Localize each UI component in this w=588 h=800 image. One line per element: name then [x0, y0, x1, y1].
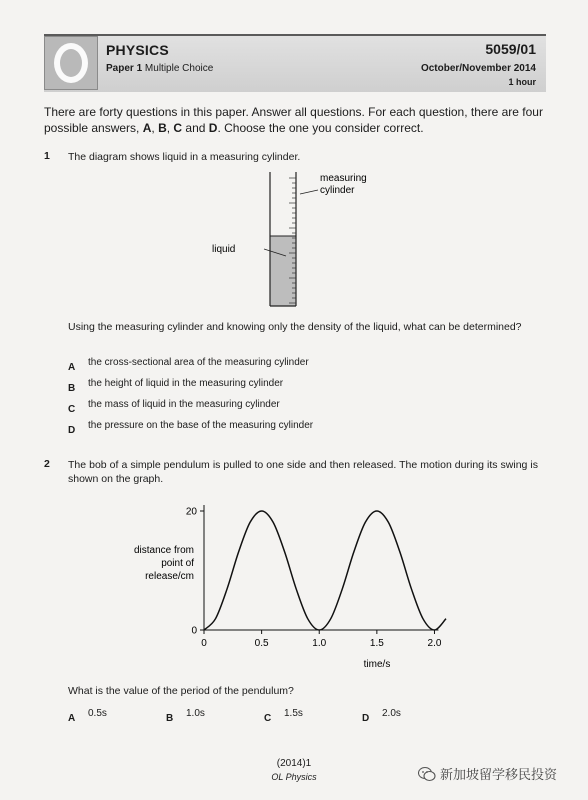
intro-letter-a: A	[142, 121, 152, 135]
pendulum-graph	[120, 495, 460, 675]
cylinder-label-line1: measuring	[320, 173, 367, 184]
x-axis-label: time/s	[363, 659, 391, 670]
question-1-prompt: Using the measuring cylinder and knowing only the density of the liquid, what can be determined?	[68, 321, 522, 333]
option-letter: C	[68, 404, 76, 415]
option-letter: C	[264, 713, 272, 724]
page-footer-subject: OL Physics	[271, 772, 317, 782]
q2-option-b[interactable]	[166, 708, 205, 726]
option-text: the mass of liquid in the measuring cylinder	[88, 399, 280, 410]
q2-option-a[interactable]	[68, 708, 107, 726]
series-line	[204, 511, 446, 630]
x-tick-label: 1.0	[312, 638, 327, 649]
question-2-number: 2	[44, 458, 50, 470]
watermark-text: 新加坡留学移民投资	[440, 767, 558, 782]
question-2-text: The bob of a simple pendulum is pulled to one side and then released. The motion during its swing is shown on the graph.	[68, 459, 538, 485]
intro-letter-b: B	[158, 121, 167, 135]
paper-title	[106, 63, 213, 74]
option-letter: B	[166, 713, 174, 724]
q1-option-c[interactable]	[68, 399, 280, 417]
intro-sep: ,	[166, 121, 174, 135]
watermark	[418, 764, 557, 783]
intro-sep: and	[182, 121, 209, 135]
liquid-label: liquid	[212, 244, 236, 255]
x-tick-label: 2.0	[427, 638, 442, 649]
intro-letter-c: C	[173, 121, 183, 135]
instructions	[44, 104, 544, 136]
subject-title: PHYSICS	[106, 42, 169, 58]
q2-option-d[interactable]	[362, 708, 401, 726]
x-tick-label: 0	[201, 638, 207, 649]
option-letter: D	[362, 713, 370, 724]
option-letter: D	[68, 425, 76, 436]
question-1-number: 1	[44, 150, 50, 162]
o-level-badge	[44, 36, 98, 90]
option-letter: A	[68, 362, 76, 373]
q1-option-a[interactable]	[68, 357, 309, 375]
o-letter-icon	[54, 43, 88, 83]
cylinder-label-line	[300, 190, 318, 194]
intro-text: There are forty questions in this paper. Answer all questions. For each question, there are four possible answers,	[44, 105, 543, 135]
intro-text: . Choose the one you consider correct.	[217, 121, 424, 135]
y-axis-label-line: distance from	[133, 545, 194, 556]
y-tick-label: 20	[185, 506, 197, 518]
syllabus-code: 5059/01	[485, 41, 536, 57]
exam-session: October/November 2014	[420, 63, 536, 74]
y-axis-label-line: point of	[161, 558, 194, 569]
x-ticks	[201, 630, 442, 649]
paper-type: Multiple Choice	[144, 63, 214, 74]
chart-axes	[204, 505, 438, 630]
x-tick-label: 1.5	[369, 638, 384, 649]
y-axis-label	[134, 545, 194, 582]
q1-option-b[interactable]	[68, 378, 284, 396]
option-text: 0.5s	[88, 708, 107, 719]
exam-duration: 1 hour	[508, 77, 536, 87]
intro-sep: ,	[151, 121, 159, 135]
option-text: the pressure on the base of the measuring cylinder	[88, 420, 314, 431]
measuring-cylinder-diagram	[200, 168, 400, 313]
liquid-fill	[270, 236, 296, 306]
option-text: the height of liquid in the measuring cylinder	[88, 378, 284, 389]
paper-number: Paper 1	[106, 63, 143, 74]
option-letter: B	[68, 383, 76, 394]
y-tick-label: 0	[191, 625, 197, 637]
question-1-text: The diagram shows liquid in a measuring cylinder.	[68, 151, 301, 163]
paper-header	[44, 34, 546, 92]
x-tick-label: 0.5	[254, 638, 269, 649]
option-text: 1.5s	[284, 708, 303, 719]
page-footer-code: (2014)1	[276, 758, 312, 769]
option-text: the cross-sectional area of the measuring cylinder	[88, 357, 309, 368]
option-text: 1.0s	[186, 708, 205, 719]
intro-letter-d: D	[208, 121, 218, 135]
option-text: 2.0s	[382, 708, 401, 719]
q1-option-d[interactable]	[68, 420, 314, 438]
option-letter: A	[68, 713, 76, 724]
wechat-icon	[418, 766, 436, 782]
y-axis-label-line: release/cm	[145, 571, 194, 582]
cylinder-label-line2: cylinder	[320, 185, 355, 196]
question-2-prompt: What is the value of the period of the pendulum?	[68, 685, 294, 697]
q2-option-c[interactable]	[264, 708, 303, 726]
